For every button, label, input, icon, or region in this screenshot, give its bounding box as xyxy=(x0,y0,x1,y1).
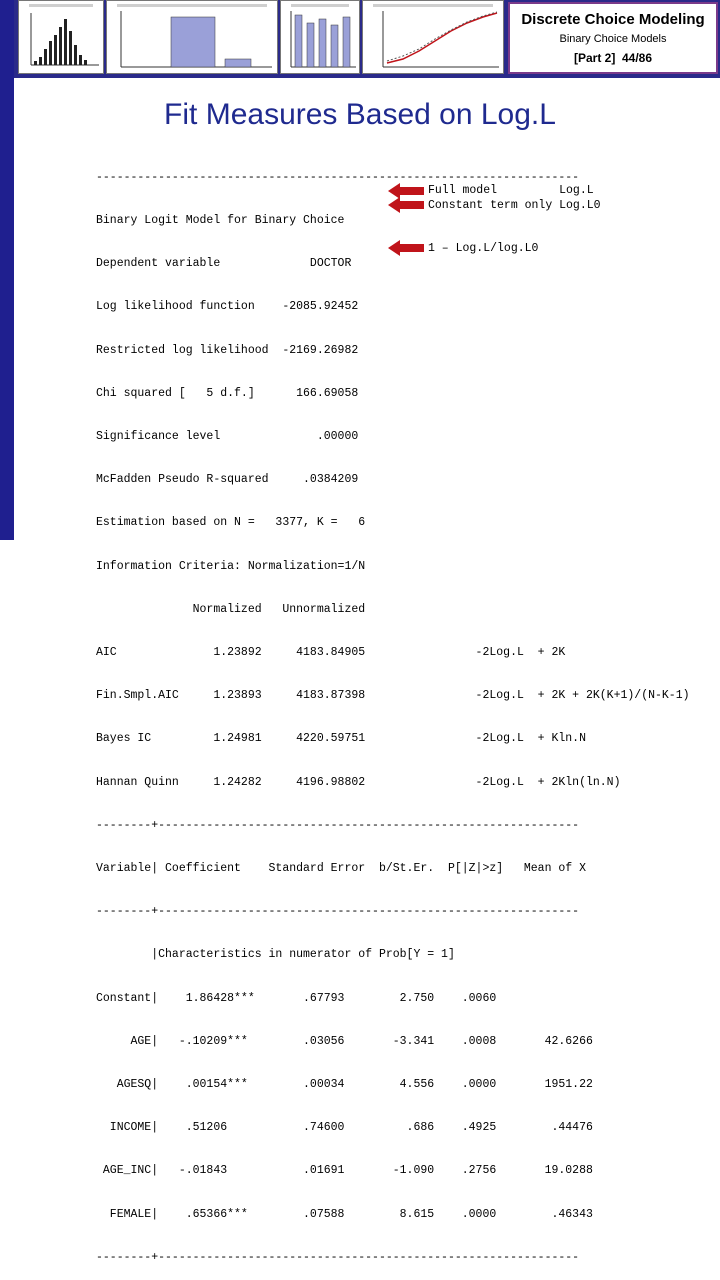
course-subtitle: Binary Choice Models xyxy=(559,33,667,45)
arrow-left-icon xyxy=(388,240,424,256)
output-line: Fin.Smpl.AIC 1.23893 4183.87398 -2Log.L + 2K + 2K(K+1)/(N-K-1) xyxy=(96,689,690,703)
course-title-box xyxy=(508,2,718,74)
output-line: --------+------------------------------------------------------------- xyxy=(96,905,580,919)
output-line: Significance level .00000 xyxy=(96,430,359,444)
part-label: [Part 2] xyxy=(573,51,616,65)
output-line: Restricted log likelihood -2169.26982 xyxy=(96,343,359,357)
output-line: Log likelihood function -2085.92452 xyxy=(96,300,359,314)
output-line: FEMALE| .65366*** .07588 8.615 .0000 .46343 xyxy=(96,1207,593,1221)
output-line: McFadden Pseudo R-squared .0384209 xyxy=(96,473,359,487)
output-line: AGE_INC| -.01843 .01691 -1.090 .2756 19.0288 xyxy=(96,1164,593,1178)
output-line: Constant| 1.86428*** .67793 2.750 .0060 xyxy=(96,991,497,1005)
page-number: 44/86 xyxy=(621,51,653,65)
output-line: Binary Logit Model for Binary Choice xyxy=(96,214,345,228)
page-indicator xyxy=(510,51,716,65)
output-line: ---------------------------------------------------------------------- xyxy=(96,170,580,184)
output-line: AIC 1.23892 4183.84905 -2Log.L + 2K xyxy=(96,646,566,660)
output-line: Estimation based on N = 3377, K = 6 xyxy=(96,516,366,530)
thumbnail-line-chart xyxy=(362,0,504,74)
output-line: Normalized Unnormalized xyxy=(96,602,366,616)
slide-title: Fit Measures Based on Log.L xyxy=(164,98,556,131)
thumbnail-bar-chart-2 xyxy=(280,0,360,74)
output-line: AGE| -.10209*** .03056 -3.341 .0008 42.6266 xyxy=(96,1034,593,1048)
thumbnail-bar-chart xyxy=(18,0,104,74)
output-line: INCOME| .51206 .74600 .686 .4925 .44476 xyxy=(96,1121,593,1135)
annotation-constant-only: Constant term only Log.L0 xyxy=(428,199,601,212)
output-line: Bayes IC 1.24981 4220.59751 -2Log.L + Kln.N xyxy=(96,732,586,746)
output-line: Dependent variable DOCTOR xyxy=(96,257,352,271)
thumbnail-column-chart xyxy=(106,0,278,74)
output-line: --------+------------------------------------------------------------- xyxy=(96,1250,580,1264)
output-line: --------+------------------------------------------------------------- xyxy=(96,818,580,832)
arrow-left-icon xyxy=(388,197,424,213)
course-title: Discrete Choice Modeling xyxy=(521,11,705,28)
left-sidebar-band xyxy=(0,0,14,540)
output-line: Variable| Coefficient Standard Error b/St.Er. P[|Z|>z] Mean of X xyxy=(96,862,586,876)
annotation-pseudo-r2: 1 – Log.L/log.L0 xyxy=(428,242,539,255)
output-line: Chi squared [ 5 d.f.] 166.69058 xyxy=(96,386,359,400)
output-line: Hannan Quinn 1.24282 4196.98802 -2Log.L + 2Kln(ln.N) xyxy=(96,775,621,789)
output-line: |Characteristics in numerator of Prob[Y = 1] xyxy=(96,948,455,962)
output-line: AGESQ| .00154*** .00034 4.556 .0000 1951.22 xyxy=(96,1078,593,1092)
regression-output xyxy=(96,142,690,1280)
annotation-full-model: Full model Log.L xyxy=(428,184,594,197)
output-line: Information Criteria: Normalization=1/N xyxy=(96,559,366,573)
